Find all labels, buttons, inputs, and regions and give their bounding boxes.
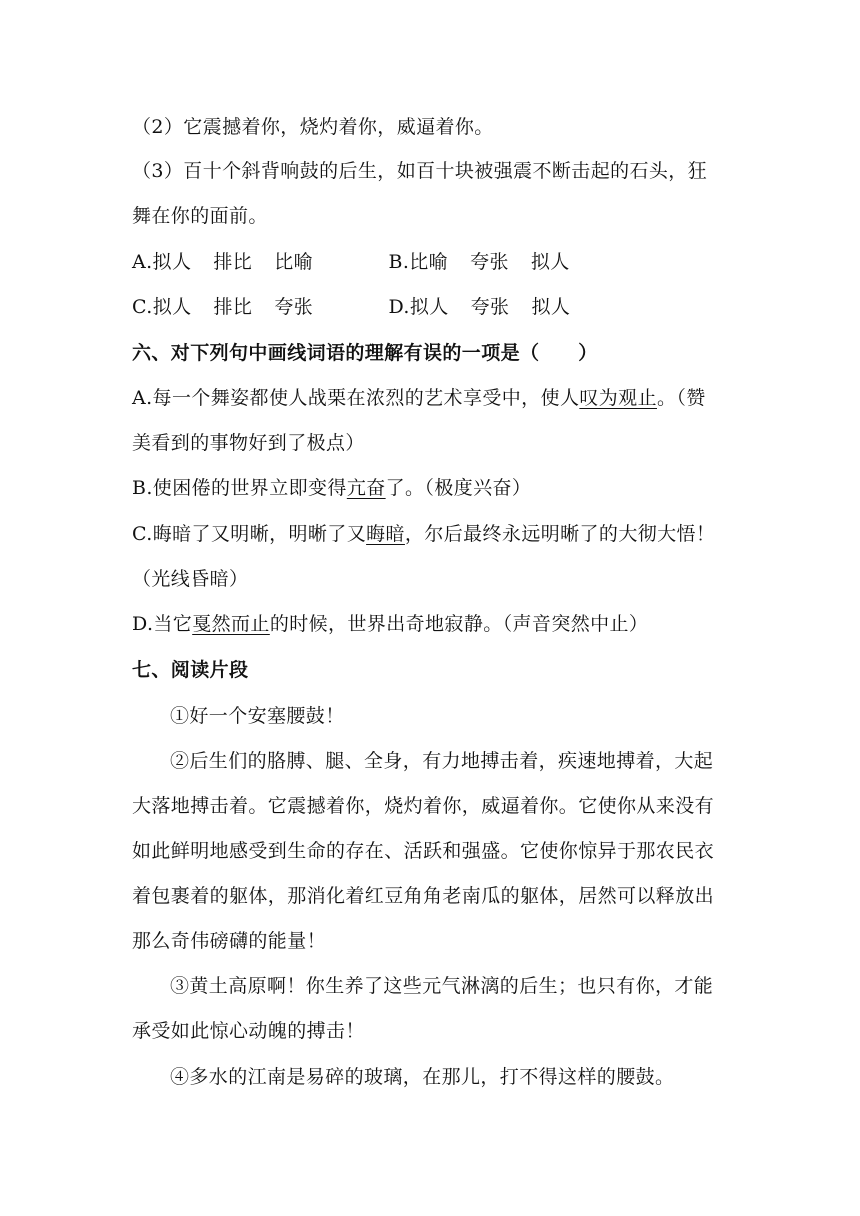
q6-option-a-line1: A.每一个舞姿都使人战栗在浓烈的艺术享受中，使人叹为观止。（赞 [132, 387, 706, 409]
section-7-title: 七、阅读片段 [132, 659, 249, 681]
underlined-term: 晦暗 [366, 523, 405, 545]
paragraph-4: ④多水的江南是易碎的玻璃，在那儿，打不得这样的腰鼓。 [170, 1066, 675, 1088]
item-3-text-line1: （3）百十个斜背响鼓的后生，如百十块被强震不断击起的石头，狂 [132, 160, 708, 182]
item-3-text-line2: 舞在你的面前。 [132, 205, 268, 227]
options-row-ab [132, 249, 570, 275]
q6-option-a-line2: 美看到的事物好到了极点） [132, 432, 365, 454]
section-6-title: 六、对下列句中画线词语的理解有误的一项是（ ） [132, 342, 598, 364]
paragraph-2-line5: 那么奇伟磅礴的能量！ [132, 930, 327, 952]
underlined-term: 戛然而止 [192, 613, 270, 635]
q6-option-c-line2: （光线昏暗） [132, 568, 249, 590]
paragraph-2-line3: 如此鲜明地感受到生命的存在、活跃和强盛。它使你惊异于那农民衣 [132, 840, 715, 862]
q6-option-b: B.使困倦的世界立即变得亢奋了。（极度兴奋） [132, 477, 532, 499]
q6-option-d: D.当它戛然而止的时候，世界出奇地寂静。（声音突然中止） [132, 613, 649, 635]
option-c: C.拟人 排比 夸张 [132, 296, 314, 318]
option-a: A.拟人 排比 比喻 [132, 251, 313, 273]
paragraph-2-line1: ②后生们的胳膊、腿、全身，有力地搏击着，疾速地搏着，大起 [170, 750, 714, 772]
underlined-term: 亢奋 [346, 477, 386, 499]
options-row-cd [132, 294, 570, 320]
paragraph-2-line2: 大落地搏击着。它震撼着你，烧灼着你，威逼着你。它使你从来没有 [132, 795, 715, 817]
q6-option-c-line1: C.晦暗了又明晰，明晰了又晦暗，尔后最终永远明晰了的大彻大悟！ [132, 523, 716, 545]
paragraph-3-line1: ③黄土高原啊！你生养了这些元气淋漓的后生；也只有你，才能 [170, 975, 714, 997]
paragraph-3-line2: 承受如此惊心动魄的搏击！ [132, 1020, 365, 1042]
underlined-term: 叹为观止 [579, 387, 657, 409]
item-2-text: （2）它震撼着你，烧灼着你，威逼着你。 [132, 116, 494, 138]
paragraph-2-line4: 着包裹着的躯体，那消化着红豆角角老南瓜的躯体，居然可以释放出 [132, 885, 715, 907]
option-b: B.比喻 夸张 拟人 [388, 251, 570, 273]
paragraph-1: ①好一个安塞腰鼓！ [170, 705, 345, 727]
option-d: D.拟人 夸张 拟人 [388, 296, 571, 318]
